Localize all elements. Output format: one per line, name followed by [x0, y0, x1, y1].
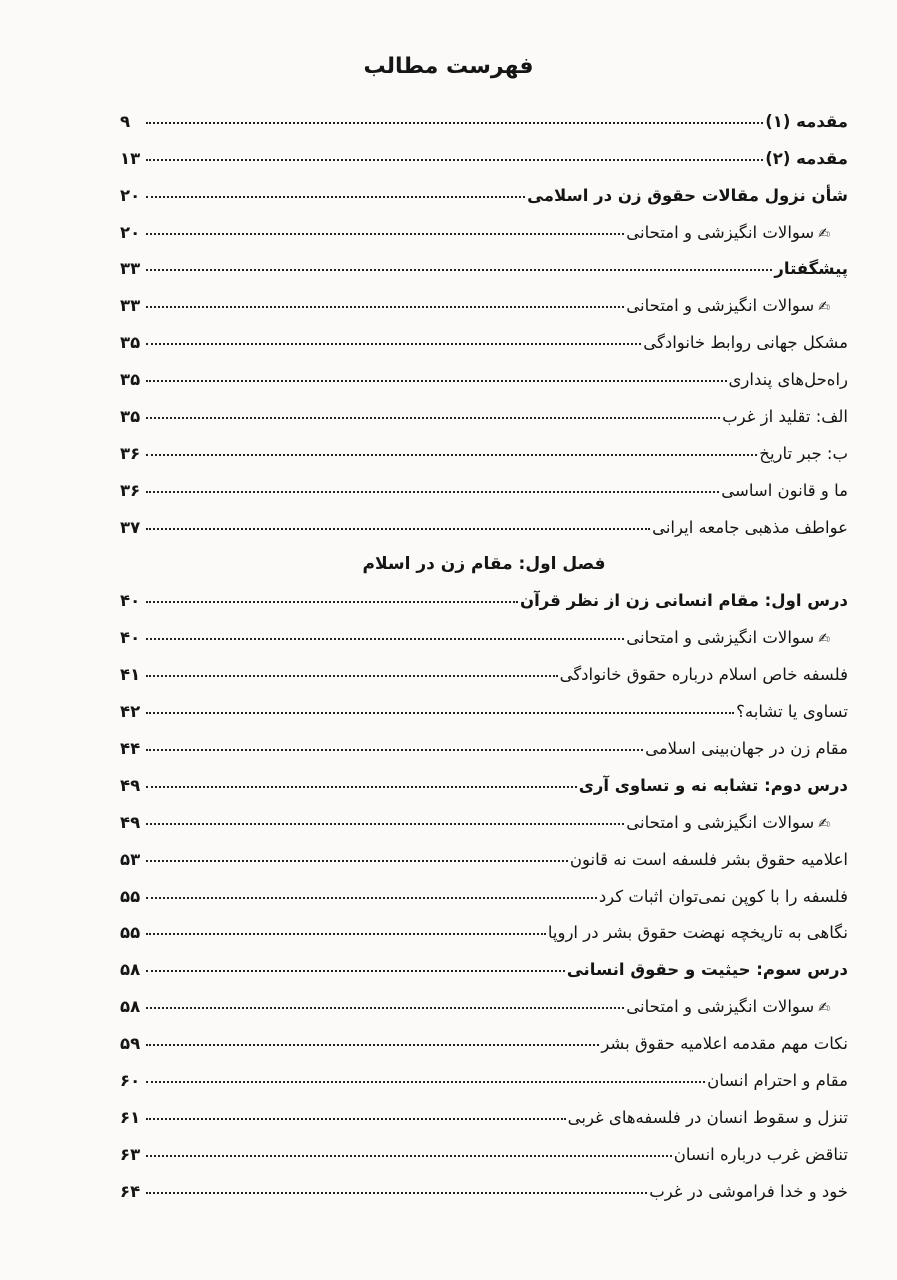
toc-entry-text: پیشگفتار — [774, 259, 848, 279]
toc-entry-text: فلسفه را با کوپن نمی‌توان اثبات کرد — [598, 886, 848, 906]
toc-entry — [120, 463, 848, 500]
toc-entry-label — [568, 1108, 848, 1127]
dot-leader — [146, 491, 719, 493]
dot-leader — [146, 933, 546, 935]
dot-leader — [146, 1155, 672, 1157]
toc-entry-page: ۳۵ — [120, 370, 141, 390]
dot-leader — [146, 1081, 705, 1083]
toc-entry — [120, 1016, 848, 1053]
toc-entry-text: اعلامیه حقوق بشر فلسفه است نه قانون — [569, 849, 848, 869]
toc-entry-page: ۵۸ — [120, 997, 141, 1017]
toc-entry-page: ۳۳ — [120, 259, 141, 279]
toc-entry — [120, 795, 848, 832]
toc-entry-label — [774, 259, 848, 278]
toc-entry-text: مقام و احترام انسان — [707, 1071, 848, 1091]
toc-entry-text: مقدمه (۲) — [765, 148, 848, 168]
pen-icon: ✍ — [818, 225, 830, 242]
dot-leader — [146, 749, 643, 751]
toc-entry-label — [765, 149, 848, 168]
toc-entry-page: ۴۹ — [120, 775, 141, 795]
toc-entry-page: ۳۷ — [120, 517, 141, 537]
toc-entry — [120, 906, 848, 943]
toc-entry — [120, 168, 848, 205]
dot-leader — [146, 528, 650, 530]
toc-entry — [120, 684, 848, 721]
toc-entry-label — [626, 223, 848, 242]
toc-entry-page: ۵۳ — [120, 849, 141, 869]
dot-leader — [146, 1044, 599, 1046]
dot-leader — [146, 380, 727, 382]
dot-leader — [146, 1192, 647, 1194]
toc-entry-label — [645, 739, 848, 758]
toc-entry-label — [626, 628, 848, 647]
toc-entry — [120, 979, 848, 1016]
toc-entry-page: ۳۶ — [120, 480, 141, 500]
toc-entry-label — [722, 407, 848, 426]
toc-entry — [120, 315, 848, 352]
toc-entry-label — [579, 776, 848, 795]
toc-entry-label — [560, 665, 848, 684]
toc-entry-page: ۳۵ — [120, 333, 141, 353]
dot-leader — [146, 196, 525, 198]
toc-entry-page: ۵۹ — [120, 1034, 141, 1054]
toc-entry-text: درس سوم: حیثیت و حقوق انسانی — [566, 960, 848, 980]
toc-entry-page: ۳۳ — [120, 296, 141, 316]
toc-entry-label — [721, 481, 848, 500]
toc-entry-label — [765, 112, 848, 131]
toc-entry-label — [567, 960, 848, 979]
toc-entry — [120, 94, 848, 131]
dot-leader — [146, 122, 763, 124]
toc-group-chapter-1 — [120, 574, 848, 1201]
toc-entry — [120, 721, 848, 758]
toc-entry-text: سوالات انگیزشی و امتحانی — [626, 812, 815, 832]
table-of-contents — [120, 94, 848, 1201]
toc-entry — [120, 758, 848, 795]
toc-entry-label — [736, 702, 848, 721]
dot-leader — [146, 306, 624, 308]
toc-entry — [120, 1053, 848, 1090]
dot-leader — [146, 601, 518, 603]
toc-entry — [120, 647, 848, 684]
toc-entry — [120, 610, 848, 647]
toc-entry-text: ما و قانون اساسی — [721, 480, 848, 500]
toc-entry-page: ۴۰ — [120, 591, 141, 611]
toc-entry-page: ۶۰ — [120, 1071, 141, 1091]
toc-entry-text: مشکل جهانی روابط خانوادگی — [643, 333, 848, 353]
toc-entry-label — [599, 887, 848, 906]
pen-icon: ✍ — [818, 299, 830, 316]
toc-entry-text: نکات مهم مقدمه اعلامیه حقوق بشر — [601, 1034, 848, 1054]
dot-leader — [146, 712, 734, 714]
toc-entry — [120, 869, 848, 906]
dot-leader — [146, 233, 624, 235]
dot-leader — [146, 638, 624, 640]
toc-entry-page: ۴۰ — [120, 628, 141, 648]
dot-leader — [146, 786, 577, 788]
toc-entry-page: ۴۲ — [120, 702, 141, 722]
toc-entry-label — [626, 997, 848, 1016]
toc-entry-label — [759, 444, 848, 463]
dot-leader — [146, 1118, 566, 1120]
toc-entry-text: درس اول: مقام انسانی زن از نظر قرآن — [520, 591, 848, 611]
toc-entry-page: ۱۳ — [120, 148, 141, 168]
toc-entry-label — [649, 1182, 848, 1201]
toc-entry-page: ۴۹ — [120, 812, 141, 832]
toc-entry-text: عواطف مذهبی جامعه ایرانی — [652, 517, 848, 537]
toc-entry-text: سوالات انگیزشی و امتحانی — [626, 296, 815, 316]
page-title: فهرست مطالب — [363, 54, 534, 79]
toc-entry-label — [626, 296, 848, 315]
toc-entry-label — [520, 591, 848, 610]
toc-entry-page: ۶۱ — [120, 1107, 141, 1127]
toc-group-intro — [120, 94, 848, 537]
chapter-heading: فصل اول: مقام زن در اسلام — [362, 553, 606, 574]
pen-icon: ✍ — [818, 631, 830, 648]
dot-leader — [146, 897, 597, 899]
toc-entry-label — [548, 923, 848, 942]
toc-entry-text: نگاهی به تاریخچه نهضت حقوق بشر در اروپا — [547, 923, 848, 943]
toc-entry-label — [570, 850, 848, 869]
toc-entry — [120, 574, 848, 611]
toc-entry-label — [707, 1071, 848, 1090]
toc-entry-page: ۳۵ — [120, 407, 141, 427]
toc-entry-text: خود و خدا فراموشی در غرب — [649, 1181, 848, 1201]
dot-leader — [146, 454, 757, 456]
toc-entry-page: ۵۵ — [120, 886, 141, 906]
toc-entry-text: ب: جبر تاریخ — [759, 443, 848, 463]
toc-entry-text: مقدمه (۱) — [765, 111, 848, 131]
toc-entry-page: ۵۵ — [120, 923, 141, 943]
toc-entry — [120, 131, 848, 168]
toc-entry — [120, 1164, 848, 1201]
toc-entry — [120, 1090, 848, 1127]
toc-entry-label — [643, 333, 848, 352]
pen-icon: ✍ — [818, 1000, 830, 1017]
toc-entry-text: تناقض غرب درباره انسان — [673, 1144, 848, 1164]
toc-entry-text: درس دوم: تشابه نه و تساوی آری — [578, 775, 848, 795]
dot-leader — [146, 1007, 624, 1009]
toc-entry-label — [527, 186, 848, 205]
toc-entry-page: ۳۶ — [120, 443, 141, 463]
dot-leader — [146, 343, 641, 345]
dot-leader — [146, 417, 720, 419]
toc-entry-page: ۶۴ — [120, 1181, 141, 1201]
dot-leader — [146, 269, 772, 271]
dot-leader — [146, 860, 568, 862]
toc-entry — [120, 1127, 848, 1164]
toc-entry-text: سوالات انگیزشی و امتحانی — [626, 997, 815, 1017]
toc-entry — [120, 500, 848, 537]
toc-entry-label — [652, 518, 848, 537]
toc-entry-page: ۵۸ — [120, 960, 141, 980]
dot-leader — [146, 970, 565, 972]
toc-entry — [120, 426, 848, 463]
toc-entry-page: ۴۴ — [120, 739, 141, 759]
toc-entry-text: الف: تقلید از غرب — [722, 407, 848, 427]
toc-entry-text: فلسفه خاص اسلام درباره حقوق خانوادگی — [559, 665, 848, 685]
toc-entry-text: سوالات انگیزشی و امتحانی — [626, 222, 815, 242]
toc-entry — [120, 242, 848, 279]
toc-entry — [120, 278, 848, 315]
toc-entry-text: مقام زن در جهان‌بینی اسلامی — [645, 739, 848, 759]
toc-entry-text: شأن نزول مقالات حقوق زن در اسلامی — [527, 185, 848, 205]
toc-entry-page: ۴۱ — [120, 665, 141, 685]
dot-leader — [146, 159, 763, 161]
pen-icon: ✍ — [818, 815, 830, 832]
toc-entry-label — [626, 813, 848, 832]
toc-entry-label — [729, 370, 848, 389]
toc-entry — [120, 389, 848, 426]
toc-entry-page: ۶۳ — [120, 1144, 141, 1164]
dot-leader — [146, 823, 624, 825]
toc-entry-page: ۲۰ — [120, 185, 141, 205]
toc-entry — [120, 942, 848, 979]
toc-entry-text: سوالات انگیزشی و امتحانی — [626, 628, 815, 648]
toc-entry — [120, 205, 848, 242]
toc-entry-text: تنزل و سقوط انسان در فلسفه‌های غربی — [567, 1107, 848, 1127]
toc-entry — [120, 352, 848, 389]
toc-entry-page: ۹ — [120, 111, 131, 131]
dot-leader — [146, 675, 558, 677]
toc-entry-text: تساوی یا تشابه؟ — [736, 702, 848, 722]
toc-entry-page: ۲۰ — [120, 222, 141, 242]
toc-entry-text: راه‌حل‌های پنداری — [728, 370, 848, 390]
toc-entry — [120, 832, 848, 869]
toc-entry-label — [601, 1034, 848, 1053]
toc-entry-label — [674, 1145, 848, 1164]
